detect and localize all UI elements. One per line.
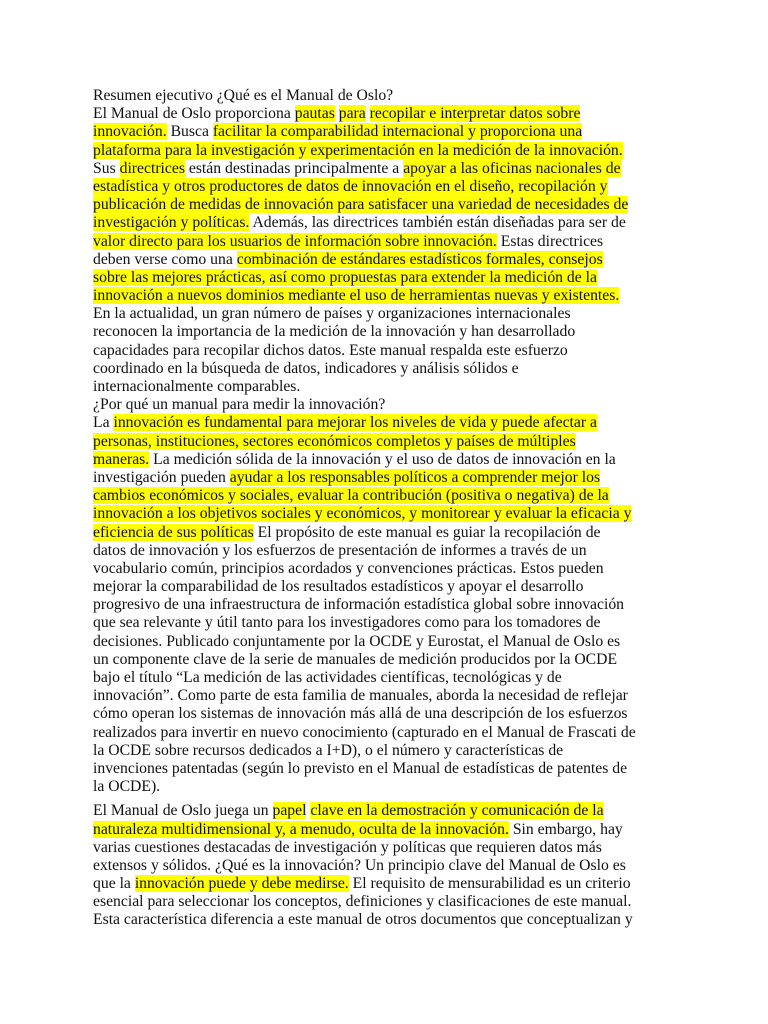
body-text: un componente clave de la serie de manuales de medición producidos por la OCDE [93, 650, 618, 668]
body-text: bajo el título “La medición de las actividades científicas, tecnológicas y de [93, 669, 562, 686]
text-line [93, 724, 683, 742]
body-text: El Manual de Oslo juega un [93, 802, 273, 820]
text-line [93, 469, 683, 487]
text-line [93, 875, 683, 893]
highlighted-text: clave en la demostración y comunicación de la [310, 802, 604, 820]
text-line [93, 451, 683, 469]
highlighted-text: estadística y otros productores de datos de innovación en el diseño, recopilación y [93, 177, 608, 195]
body-text: El propósito de este manual es guiar la recopilación de [253, 523, 601, 541]
text-line [93, 857, 683, 875]
text-line [93, 578, 683, 596]
text-line [93, 487, 683, 505]
text-line [93, 433, 683, 451]
body-text: están destinadas principalmente a [184, 159, 404, 177]
body-text: decisiones. Publicado conjuntamente por la OCDE y Eurostat, el Manual de Oslo es [93, 632, 621, 650]
text-line [93, 669, 683, 687]
highlighted-text: recopilar e interpretar datos sobre [369, 105, 581, 123]
text-line [93, 378, 683, 396]
body-text: Estas directrices [496, 232, 604, 250]
body-text: deben verse como una [93, 250, 237, 268]
text-line [93, 760, 683, 778]
text-line [93, 687, 683, 705]
highlighted-text: innovación puede y debe medirse. [134, 875, 349, 893]
text-line [93, 287, 683, 305]
body-text: En la actualidad, un gran número de países y organizaciones internacionales [93, 305, 571, 323]
text-line [93, 269, 683, 287]
body-text: reconocen la importancia de la medición de la innovación y han desarrollado [93, 323, 576, 341]
text-line [93, 778, 683, 796]
text-line [93, 160, 683, 178]
body-text: realizados para invertir en nuevo conocimiento (capturado en el Manual de Frascati de [93, 723, 636, 741]
body-text: coordinado en la búsqueda de datos, indicadores y análisis sólidos e [93, 359, 519, 377]
text-line [93, 705, 683, 723]
text-line [93, 893, 683, 911]
highlighted-text: para [338, 105, 366, 123]
body-text: extensos y sólidos. ¿Qué es la innovación? Un principio clave del Manual de Oslo es [93, 856, 626, 874]
body-text: innovación”. Como parte de esta familia de manuales, aborda la necesidad de reflejar [93, 687, 628, 705]
highlighted-text: valor directo para los usuarios de información sobre innovación. [93, 232, 497, 250]
body-text: vocabulario común, principios acordados y convenciones prácticas. Estos pueden [93, 559, 604, 577]
body-text: progresivo de una infraestructura de información estadística global sobre innovación [93, 596, 625, 614]
text-line [93, 742, 683, 760]
body-text: varias cuestiones destacadas de investigación y políticas que requieren datos más [93, 838, 602, 856]
text-line [93, 542, 683, 560]
body-text: El Manual de Oslo proporciona [93, 105, 295, 123]
highlighted-text: innovación. [93, 123, 167, 141]
text-line [93, 360, 683, 378]
body-text: La [93, 414, 114, 432]
body-text: la OCDE sobre recursos dedicados a I+D), o el número y características de [93, 741, 564, 759]
highlighted-text: maneras. [93, 450, 150, 468]
text-line [93, 911, 683, 929]
text-line [93, 214, 683, 232]
highlighted-text: facilitar la comparabilidad internacional y proporciona una [212, 123, 583, 141]
text-line [93, 323, 683, 341]
body-text: que la [93, 875, 135, 893]
body-text: esencial para seleccionar los conceptos, definiciones y clasificaciones de este manual. [93, 893, 632, 911]
text-line [93, 651, 683, 669]
text-line [93, 87, 683, 105]
text-line [93, 305, 683, 323]
highlighted-text: plataforma para la investigación y experimentación en la medición de la innovación. [93, 141, 623, 159]
text-line [93, 178, 683, 196]
body-text: Esta característica diferencia a este manual de otros documentos que conceptualizan y [93, 911, 633, 929]
text-line [93, 821, 683, 839]
text-line [93, 142, 683, 160]
highlighted-text: eficiencia de sus políticas [93, 523, 254, 541]
body-text: capacidades para recopilar dichos datos. Este manual respalda este esfuerzo [93, 341, 568, 359]
body-text: mejorar la comparabilidad de los resultados estadísticos y apoyar el desarrollo [93, 578, 584, 596]
text-line [93, 251, 683, 269]
highlighted-text: directrices [119, 159, 185, 177]
highlighted-text: cambios económicos y sociales, evaluar la contribución (positiva o negativa) de la [93, 487, 609, 505]
text-line [93, 414, 683, 432]
text-line [93, 342, 683, 360]
body-text: La medición sólida de la innovación y el uso de datos de innovación en la [149, 450, 616, 468]
body-text: Busca [166, 123, 213, 141]
body-text: Además, las directrices también están diseñadas para ser de [249, 214, 626, 232]
body-text: Sin embargo, hay [508, 820, 623, 838]
highlighted-text: publicación de medidas de innovación para satisfacer una variedad de necesidades de [93, 196, 629, 214]
text-line [93, 105, 683, 123]
text-line [93, 614, 683, 632]
body-text: Sus [93, 159, 120, 177]
text-line [93, 596, 683, 614]
body-text: invenciones patentadas (según lo previsto en el Manual de estadísticas de patentes de [93, 759, 628, 777]
text-line [93, 802, 683, 820]
highlighted-text: innovación a nuevos dominios mediante el uso de herramientas nuevas y existentes. [93, 287, 620, 305]
text-line [93, 505, 683, 523]
highlighted-text: naturaleza multidimensional y, a menudo, oculta de la innovación. [93, 820, 509, 838]
highlighted-text: papel [272, 802, 307, 820]
body-text: ¿Por qué un manual para medir la innovación? [93, 396, 386, 414]
text-line [93, 233, 683, 251]
text-line [93, 560, 683, 578]
highlighted-text: investigación y políticas. [93, 214, 250, 232]
document-page [93, 87, 683, 930]
text-line [93, 839, 683, 857]
text-line [93, 524, 683, 542]
highlighted-text: innovación es fundamental para mejorar los niveles de vida y puede afectar a [113, 414, 597, 432]
body-text: que sea relevante y útil tanto para los investigadores como para los tomadores de [93, 614, 601, 632]
highlighted-text: combinación de estándares estadísticos formales, consejos [236, 250, 603, 268]
highlighted-text: pautas [294, 105, 335, 123]
body-text: internacionalmente comparables. [93, 378, 301, 395]
text-line [93, 123, 683, 141]
highlighted-text: sobre las mejores prácticas, así como propuestas para extender la medición de la [93, 268, 597, 286]
body-text: la OCDE). [93, 778, 161, 796]
text-line [93, 633, 683, 651]
text-line [93, 196, 683, 214]
highlighted-text: personas, instituciones, sectores económicos completos y países de múltiples [93, 432, 576, 450]
highlighted-text: apoyar a las oficinas nacionales de [403, 159, 621, 177]
highlighted-text: ayudar a los responsables políticos a comprender mejor los [229, 468, 601, 486]
body-text: datos de innovación y los esfuerzos de presentación de informes a través de un [93, 541, 587, 559]
highlighted-text: innovación a los objetivos sociales y económicos, y monitorear y evaluar la eficacia y [93, 505, 632, 523]
body-text: investigación pueden [93, 468, 230, 486]
text-line [93, 396, 683, 414]
body-text: El requisito de mensurabilidad es un criterio [348, 875, 631, 893]
body-text: cómo operan los sistemas de innovación más allá de una descripción de los esfuerzos [93, 705, 628, 723]
body-text: Resumen ejecutivo ¿Qué es el Manual de Oslo? [93, 87, 394, 104]
